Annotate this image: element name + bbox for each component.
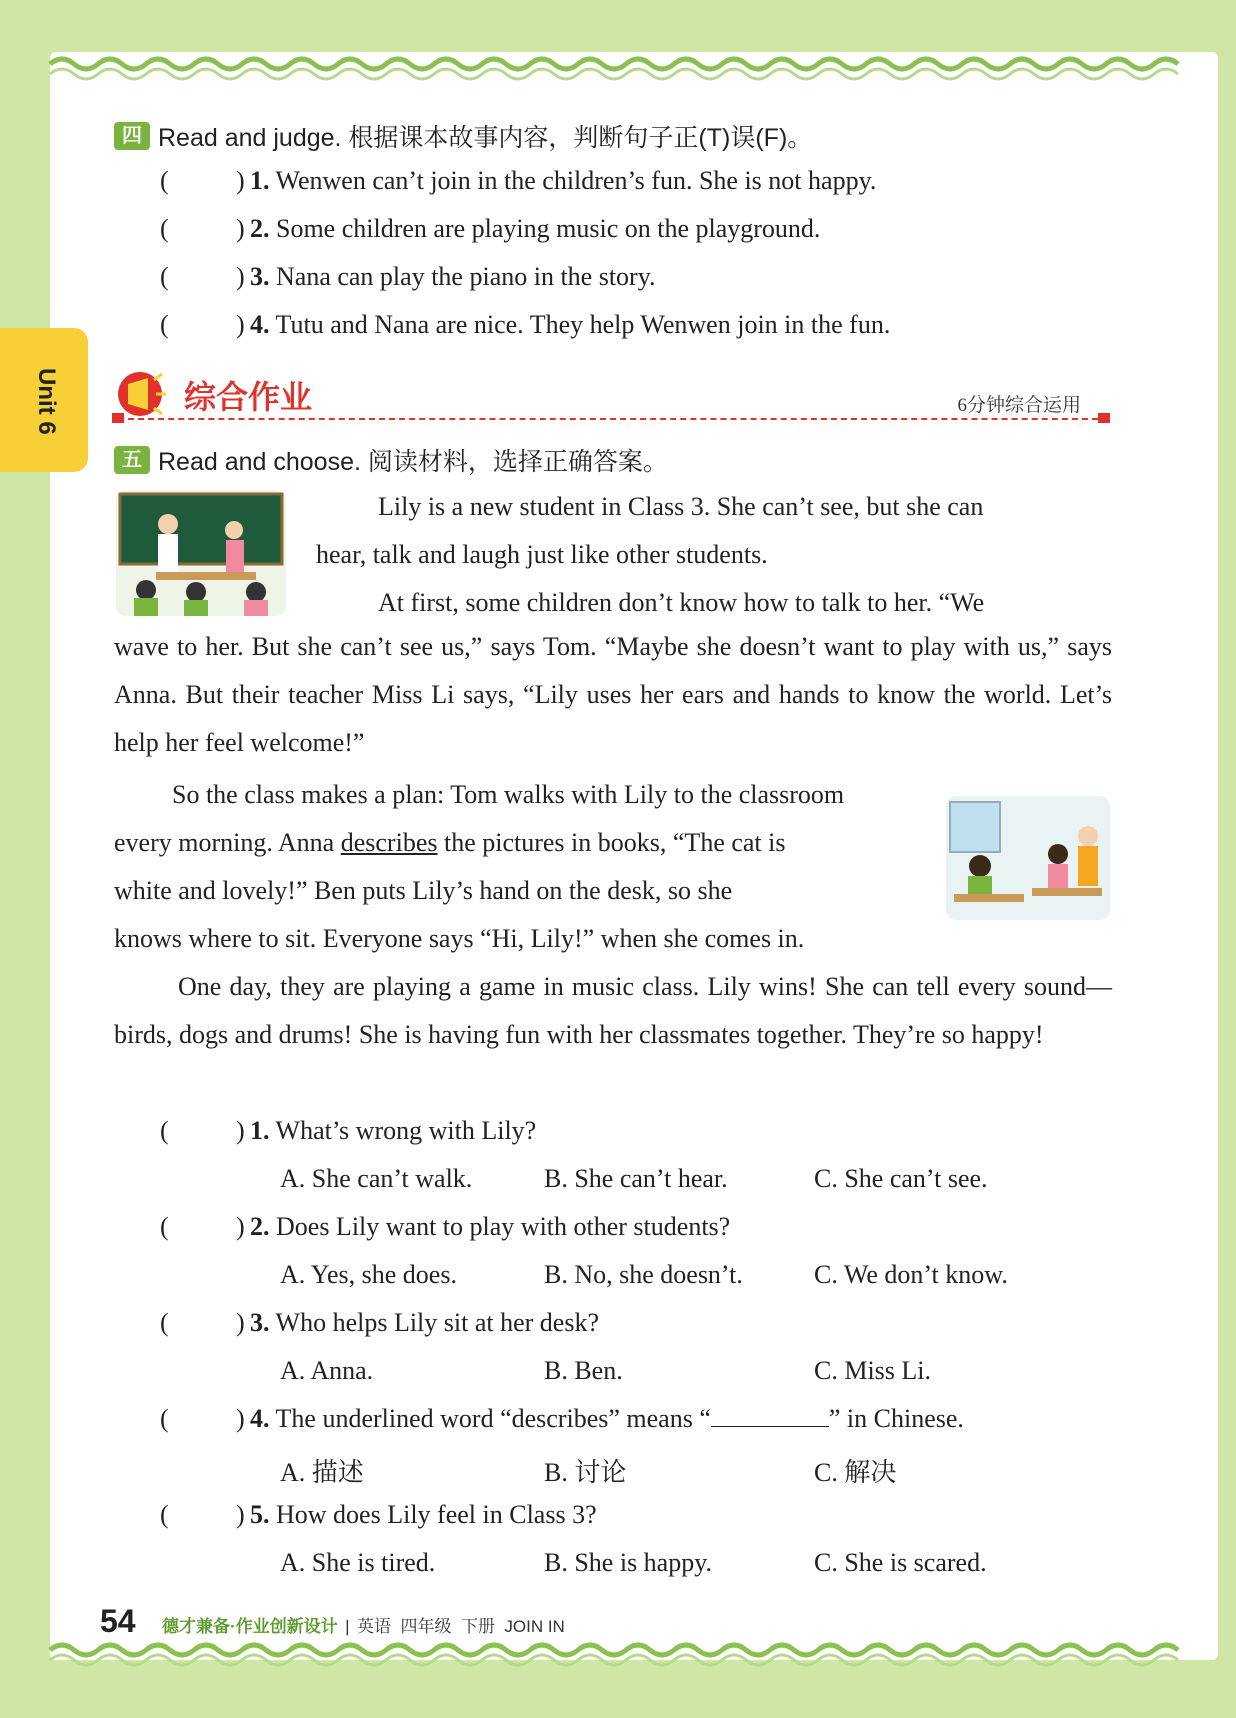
page-footer	[100, 1603, 565, 1640]
passage-p4: One day, they are playing a game in music class. Lily wins! She can tell every sound—birds, dogs and drums! She is having fun with her classmates together. They’re so happy!	[114, 972, 1112, 1049]
answer-blank-close: )	[236, 262, 245, 291]
classroom-illustration-2	[946, 796, 1110, 920]
question-text: 3. Who helps Lily sit at her desk?	[250, 1308, 600, 1337]
passage-p2a: At first, some children don’t know how to talk to her. “We	[378, 588, 985, 617]
passage-p1b: hear, talk and laugh just like other students.	[316, 540, 768, 569]
answer-blank[interactable]: (	[160, 1308, 169, 1337]
q5-option-a[interactable]: A. She is tired.	[280, 1548, 436, 1577]
q2-option-a[interactable]: A. Yes, she does.	[280, 1260, 457, 1289]
answer-blank[interactable]: (	[160, 1404, 169, 1433]
answer-blank-close: )	[236, 214, 245, 243]
item-text: 2. Some children are playing music on the playground.	[250, 214, 821, 243]
unit-tab-label: Unit 6	[33, 368, 60, 435]
fill-in-blank[interactable]	[711, 1404, 829, 1427]
divider-end-left	[112, 413, 124, 423]
passage-p3a: So the class makes a plan: Tom walks with Lily to the classroom	[172, 780, 845, 809]
q3-option-b[interactable]: B. Ben.	[544, 1356, 623, 1385]
answer-blank-close: )	[236, 166, 245, 195]
q3-option-a[interactable]: A. Anna.	[280, 1356, 374, 1385]
item-text: 1. Wenwen can’t join in the children’s fun. She is not happy.	[250, 166, 877, 195]
answer-blank-close: )	[236, 1404, 245, 1433]
answer-blank[interactable]: (	[160, 1212, 169, 1241]
answer-blank[interactable]: (	[160, 214, 169, 243]
answer-blank[interactable]: (	[160, 166, 169, 195]
section-number: 四	[114, 122, 150, 150]
section-number: 五	[114, 446, 150, 474]
item-text: 3. Nana can play the piano in the story.	[250, 262, 656, 291]
answer-blank[interactable]: (	[160, 1116, 169, 1145]
passage-p3d: knows where to sit. Everyone says “Hi, Lily!” when she comes in.	[114, 924, 805, 953]
answer-blank-close: )	[236, 1500, 245, 1529]
q1-option-a[interactable]: A. She can’t walk.	[280, 1164, 473, 1193]
question-text: 4. The underlined word “describes” means “ ” in Chinese.	[250, 1404, 964, 1433]
banner-title: 综合作业	[184, 379, 313, 415]
question-text: 1. What’s wrong with Lily?	[250, 1116, 537, 1145]
section-4-heading	[114, 118, 812, 154]
passage-p3b: every morning. Anna describes the pictures in books, “The cat is	[114, 828, 786, 857]
subject-info: 英语 四年级 下册 JOIN IN	[357, 1617, 565, 1636]
section-5-heading	[114, 442, 668, 478]
q1-option-b[interactable]: B. She can’t hear.	[544, 1164, 728, 1193]
passage-p1a: Lily is a new student in Class 3. She can’t see, but she can	[378, 492, 984, 521]
answer-blank[interactable]: (	[160, 1500, 169, 1529]
question-text: 5. How does Lily feel in Class 3?	[250, 1500, 597, 1529]
divider-end-right	[1098, 413, 1110, 423]
question-text: 2. Does Lily want to play with other students?	[250, 1212, 731, 1241]
footer-separator: |	[345, 1617, 350, 1636]
top-wave-border	[0, 44, 1236, 84]
series-name: 德才兼备·作业创新设计	[162, 1617, 338, 1636]
answer-blank-close: )	[236, 1308, 245, 1337]
section-title: Read and choose. 阅读材料，选择正确答案。	[158, 448, 668, 476]
q4-option-c[interactable]: C. 解决	[814, 1458, 897, 1487]
item-text: 4. Tutu and Nana are nice. They help Wenwen join in the fun.	[250, 310, 891, 339]
q4-option-b[interactable]: B. 讨论	[544, 1458, 627, 1487]
q1-option-c[interactable]: C. She can’t see.	[814, 1164, 988, 1193]
answer-blank[interactable]: (	[160, 310, 169, 339]
banner-time-label: 6分钟综合运用	[957, 395, 1081, 416]
page-number: 54	[100, 1603, 136, 1639]
answer-blank-close: )	[236, 1116, 245, 1145]
underlined-word: describes	[340, 828, 438, 857]
passage-p3c: white and lovely!” Ben puts Lily’s hand on the desk, so she	[114, 876, 733, 905]
answer-blank-close: )	[236, 310, 245, 339]
unit-tab	[0, 328, 88, 472]
passage-p2b: wave to her. But she can’t see us,” says Tom. “Maybe she doesn’t want to play with us,” says Anna. But their teacher Miss Li says, “Lily uses her ears and hands to know the world. Let’s help her feel welcome!”	[114, 632, 1112, 757]
bottom-wave-border	[0, 1636, 1236, 1676]
answer-blank-close: )	[236, 1212, 245, 1241]
classroom-illustration-1	[116, 490, 286, 616]
section-title: Read and judge. 根据课本故事内容，判断句子正(T)误(F)。	[158, 124, 813, 152]
q2-option-b[interactable]: B. No, she doesn’t.	[544, 1260, 743, 1289]
banner-divider	[118, 418, 1108, 420]
q5-option-b[interactable]: B. She is happy.	[544, 1548, 713, 1577]
q4-option-a[interactable]: A. 描述	[280, 1458, 364, 1487]
q2-option-c[interactable]: C. We don’t know.	[814, 1260, 1008, 1289]
q3-option-c[interactable]: C. Miss Li.	[814, 1356, 932, 1385]
answer-blank[interactable]: (	[160, 262, 169, 291]
q5-option-c[interactable]: C. She is scared.	[814, 1548, 987, 1577]
